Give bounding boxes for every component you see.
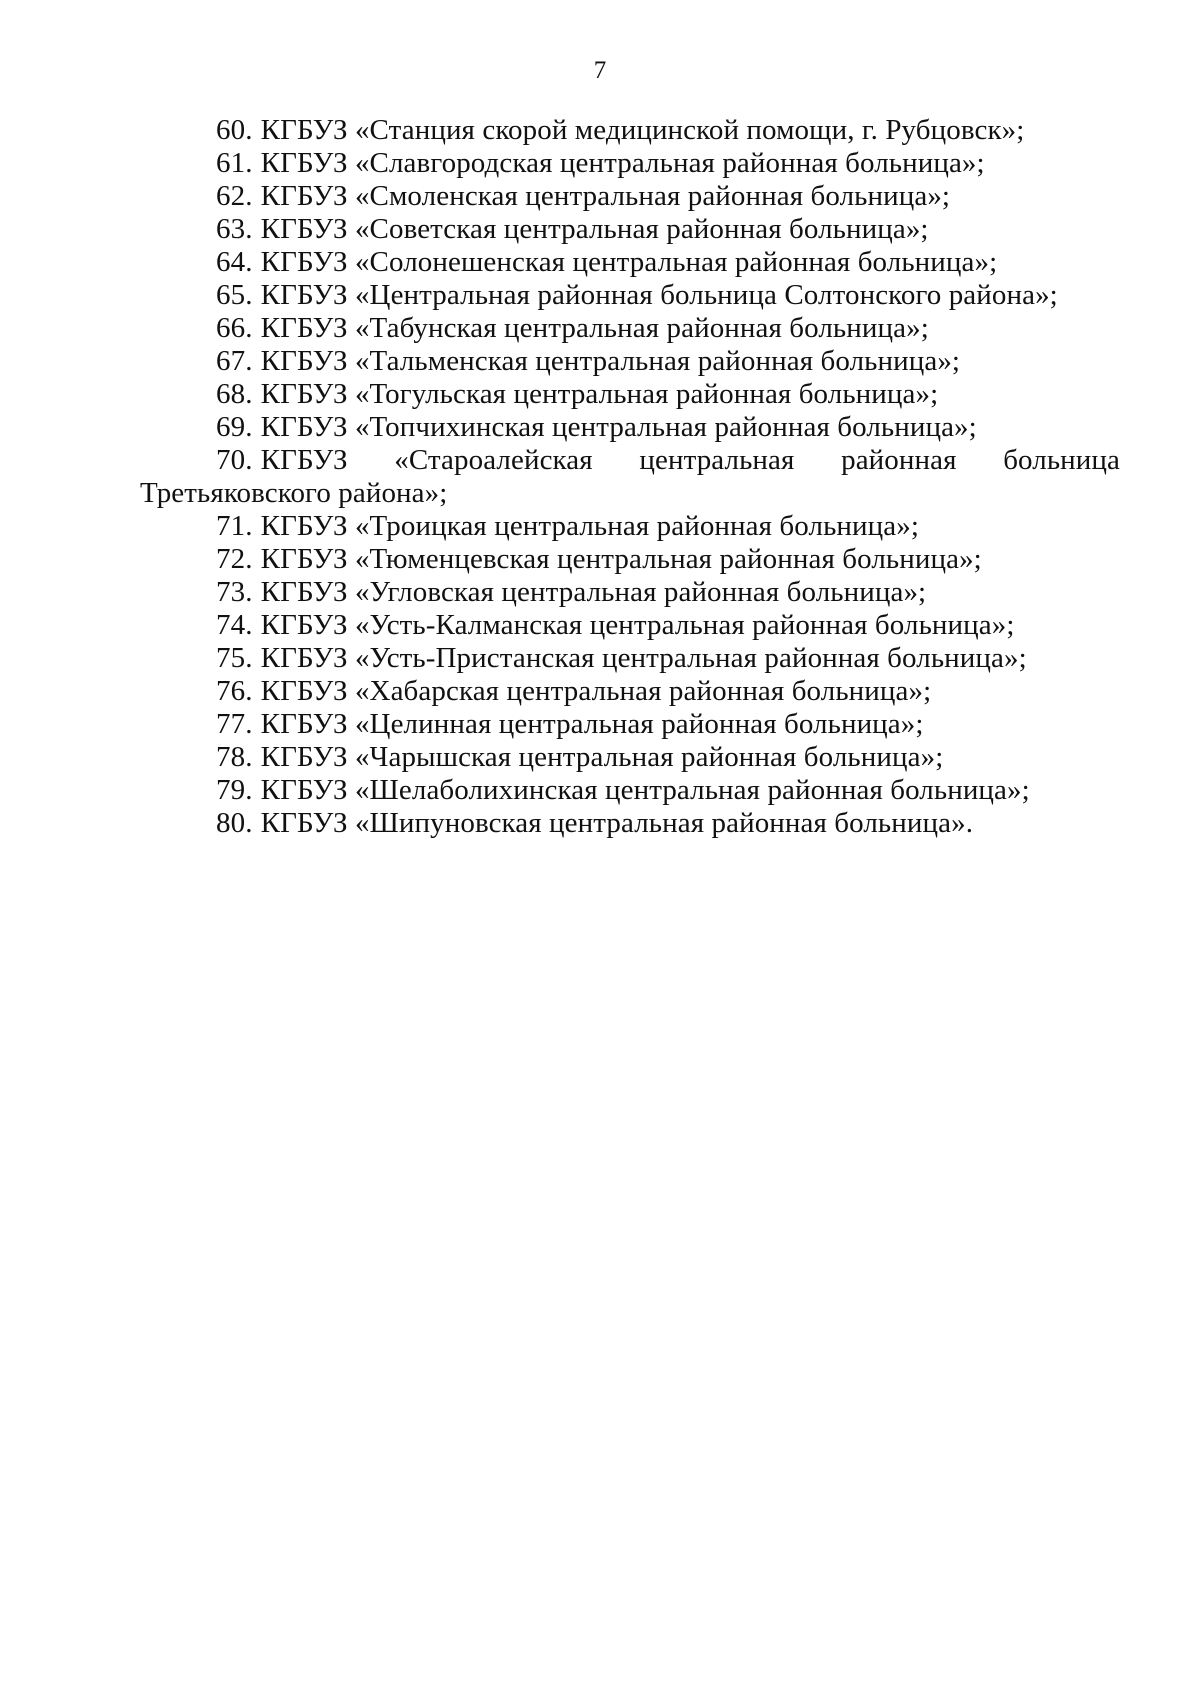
list-item	[140, 708, 1120, 741]
item-number: 70.	[216, 444, 253, 476]
item-text: КГБУЗ «Славгородская центральная районная больница»;	[260, 147, 985, 179]
list-item	[140, 312, 1120, 345]
item-number: 77.	[216, 708, 253, 740]
list-item	[140, 180, 1120, 213]
list-item	[140, 609, 1120, 642]
item-number: 71.	[216, 510, 253, 542]
item-text: КГБУЗ «Центральная районная больница Солтонского района»;	[260, 279, 1058, 311]
item-number: 68.	[216, 378, 253, 410]
item-text: КГБУЗ «Тюменцевская центральная районная больница»;	[260, 543, 982, 575]
list-item	[140, 279, 1120, 312]
list-item	[140, 741, 1120, 774]
item-text: КГБУЗ «Тогульская центральная районная больница»;	[260, 378, 939, 410]
item-text: КГБУЗ «Усть-Калманская центральная районная больница»;	[260, 609, 1015, 641]
item-number: 76.	[216, 675, 253, 707]
item-number: 74.	[216, 609, 253, 641]
item-number: 78.	[216, 741, 253, 773]
item-text: КГБУЗ «Угловская центральная районная больница»;	[260, 576, 927, 608]
item-text: КГБУЗ «Усть-Пристанская центральная районная больница»;	[260, 642, 1027, 674]
list-item	[140, 411, 1120, 444]
list-item	[140, 147, 1120, 180]
list-item	[140, 246, 1120, 279]
item-text: КГБУЗ «Шелаболихинская центральная районная больница»;	[260, 774, 1030, 806]
list-item	[140, 543, 1120, 576]
item-number: 80.	[216, 807, 253, 839]
item-number: 63.	[216, 213, 253, 245]
page-number: 7	[593, 57, 607, 84]
item-number: 65.	[216, 279, 253, 311]
list-item	[140, 345, 1120, 378]
item-number: 72.	[216, 543, 253, 575]
item-text: КГБУЗ «Шипуновская центральная районная больница».	[260, 807, 974, 839]
item-text: КГБУЗ «Станция скорой медицинской помощи, г. Рубцовск»;	[260, 114, 1025, 146]
item-number: 64.	[216, 246, 253, 278]
item-text: КГБУЗ «Топчихинская центральная районная больница»;	[260, 411, 977, 443]
list-item	[140, 213, 1120, 246]
item-text: КГБУЗ «Табунская центральная районная больница»;	[260, 312, 929, 344]
item-text: КГБУЗ «Целинная центральная районная больница»;	[260, 708, 924, 740]
list-item	[140, 807, 1120, 840]
item-number: 69.	[216, 411, 253, 443]
item-text: КГБУЗ «Чарышская центральная районная больница»;	[260, 741, 944, 773]
list-item	[140, 642, 1120, 675]
list-item	[140, 378, 1120, 411]
list-item	[140, 510, 1120, 543]
item-number: 75.	[216, 642, 253, 674]
item-number: 60.	[216, 114, 253, 146]
item-text: КГБУЗ «Хабарская центральная районная больница»;	[260, 675, 932, 707]
item-text: КГБУЗ «Троицкая центральная районная больница»;	[260, 510, 919, 542]
item-text: КГБУЗ «Смоленская центральная районная больница»;	[260, 180, 951, 212]
item-text: КГБУЗ «Староалейская центральная районная больница Третьяковского района»;	[140, 444, 1120, 509]
item-number: 67.	[216, 345, 253, 377]
item-number: 62.	[216, 180, 253, 212]
list-item	[140, 576, 1120, 609]
list-item	[140, 114, 1120, 147]
institution-list	[140, 114, 1120, 840]
item-text: КГБУЗ «Советская центральная районная больница»;	[260, 213, 929, 245]
item-number: 79.	[216, 774, 253, 806]
item-text: КГБУЗ «Тальменская центральная районная больница»;	[260, 345, 961, 377]
item-number: 61.	[216, 147, 253, 179]
list-item	[140, 444, 1120, 510]
item-text: КГБУЗ «Солонешенская центральная районная больница»;	[260, 246, 998, 278]
list-item	[140, 774, 1120, 807]
list-item	[140, 675, 1120, 708]
item-number: 73.	[216, 576, 253, 608]
item-number: 66.	[216, 312, 253, 344]
